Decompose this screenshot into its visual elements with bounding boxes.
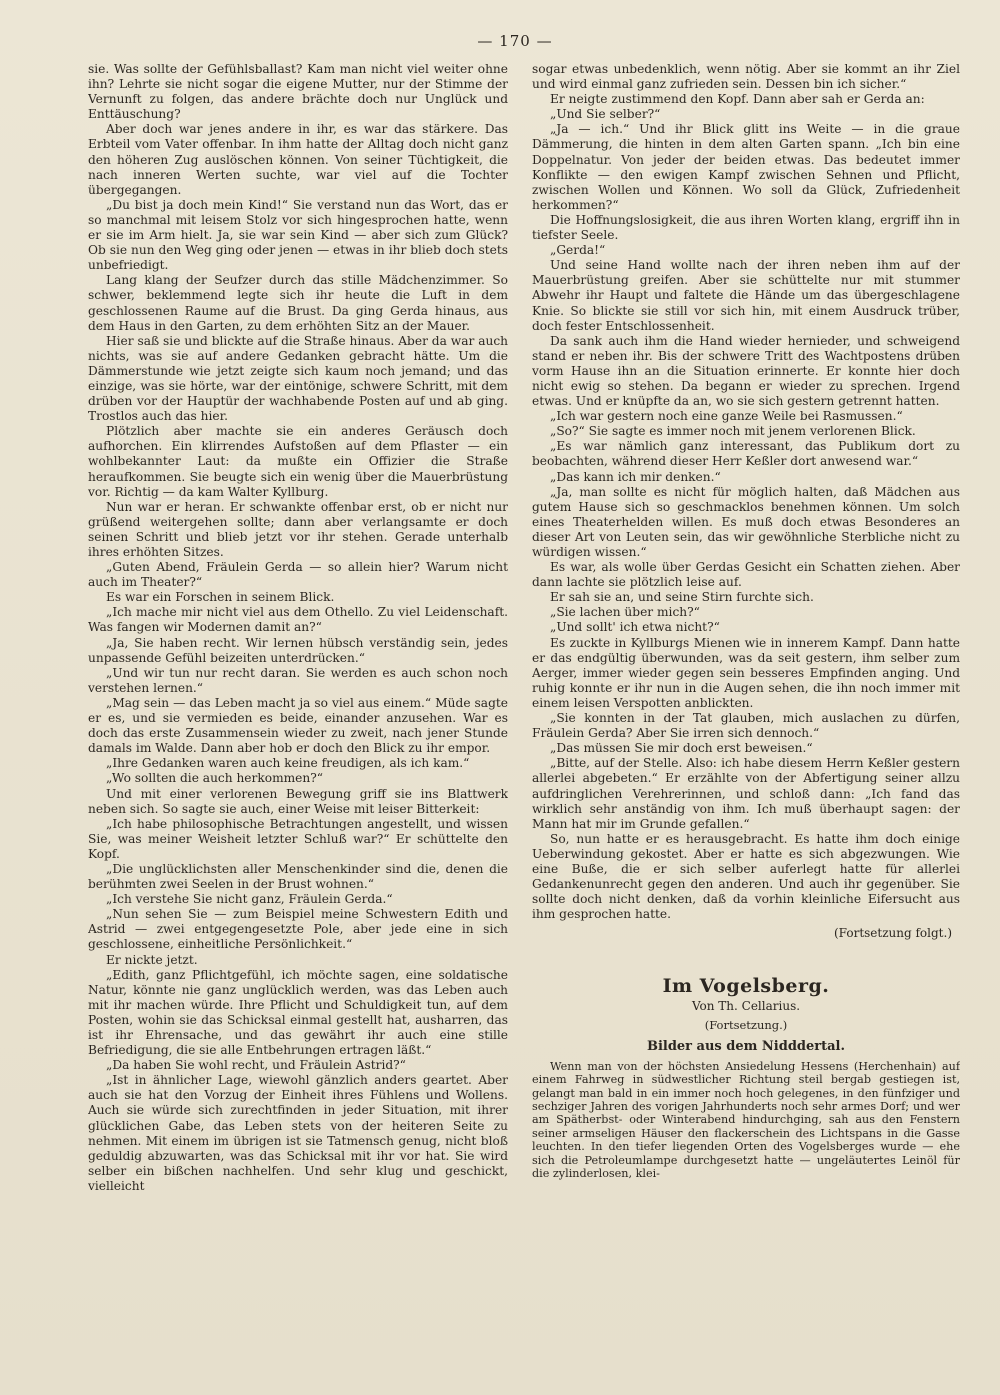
paragraph: Es zuckte in Kyllburgs Mienen wie in innerem Kampf. Dann hatte er das endgültig überwunden, was da seit gestern, ihm selber zum Aerger, immer wieder gegen sein besseres Empfinden anging. Und ruhig konnte er ihr nun in die Augen sehen, die ihn noch immer mit einem leisen Verspotten anblickten. <box>532 635 960 710</box>
paragraph: „Die unglücklichsten aller Menschenkinder sind die, denen die berühmten zwei Seelen in der Brust wohnen.“ <box>88 861 508 892</box>
paragraph: „Nun sehen Sie — zum Beispiel meine Schwestern Edith und Astrid — zwei entgegengesetzte Pole, aber jede eine in sich geschlossene, einheitliche Persönlichkeit.“ <box>88 907 508 952</box>
paragraph: „Bitte, auf der Stelle. Also: ich habe diesem Herrn Keßler gestern allerlei abgebeten.“ Er erzählte von der Abfertigung seiner allzu aufdringlichen Verehrerinnen, und schloß dann: „Ich fand das wirklich sehr anständig von ihm. Ich muß überhaupt sagen: der Mann hat mir im Grunde gefallen.“ <box>532 756 960 831</box>
paragraph: „Ihre Gedanken waren auch keine freudigen, als ich kam.“ <box>106 756 470 771</box>
paragraph: „Da haben Sie wohl recht, und Fräulein Astrid?“ <box>106 1058 406 1073</box>
paragraph: Aber doch war jenes andere in ihr, es war das stärkere. Das Erbteil vom Vater offenbar. In ihm hatte der Alltag doch nicht ganz den höheren Zug auslöschen können. Von seiner Tüchtigkeit, die nach inneren Werten suchte, war viel auf die Tochter übergegangen. <box>88 122 508 197</box>
continuation-note: (Fortsetzung folgt.) <box>834 926 952 941</box>
paragraph: „Sie lachen über mich?“ <box>550 605 700 620</box>
paragraph: sogar etwas unbedenklich, wenn nötig. Aber sie kommt an ihr Ziel und wird einmal ganz zufrieden sein. Dessen bin ich sicher.“ <box>532 62 960 92</box>
paragraph: Er sah sie an, und seine Stirn furchte sich. <box>550 590 814 605</box>
left-column <box>88 62 508 1352</box>
paragraph: Er neigte zustimmend den Kopf. Dann aber sah er Gerda an: <box>550 92 925 107</box>
paragraph: Hier saß sie und blickte auf die Straße hinaus. Aber da war auch nichts, was sie auf andere Gedanken gebracht hätte. Um die Dämmerstunde wie jetzt zeigte sich kaum noch jemand; und das einzige, was sie hörte, war der eintönige, schwere Schritt, mit dem drüben vor der Hauptür der wachhabende Posten auf und ab ging. Trostlos auch das hier. <box>88 333 508 424</box>
article-subtitle: Bilder aus dem Nidddertal. <box>646 1038 846 1054</box>
paragraph: Plötzlich aber machte sie ein anderes Geräusch doch aufhorchen. Ein klirrendes Aufstoßen auf dem Pflaster — ein wohlbekannter Laut: da mußte ein Offizier die Straße heraufkommen. Sie beugte sich ein wenig über die Mauerbrüstung vor. Richtig — da kam Walter Kyllburg. <box>88 424 508 499</box>
paragraph: Er nickte jetzt. <box>106 952 198 967</box>
paragraph: „Ich war gestern noch eine ganze Weile bei Rasmussen.“ <box>550 409 903 424</box>
paragraph: „Und wir tun nur recht daran. Sie werden es auch schon noch verstehen lernen.“ <box>88 665 508 695</box>
paragraph: Und seine Hand wollte nach der ihren neben ihm auf der Mauerbrüstung greifen. Aber sie schüttelte nur mit stummer Abwehr ihr Haupt und faltete die Hände um das übergeschlagene Knie. So blickte sie still vor sich hin, mit einem Ausdruck trüber, doch fester Entschlossenheit. <box>532 258 960 333</box>
paragraph: „Edith, ganz Pflichtgefühl, ich möchte sagen, eine soldatische Natur, könnte nie ganz unglücklich werden, was das Leben auch mit ihr machen würde. Ihre Pflicht und Schuldigkeit tun, auf dem Posten, wohin sie das Schicksal einmal gestellt hat, ausharren, das ist ihr Ehrensache, und das gewährt ihr auch eine stille Befriedigung, die sie alle Entbehrungen ertragen läßt.“ <box>88 967 508 1058</box>
paragraph: „Und Sie selber?“ <box>550 107 661 122</box>
article-author: Von Th. Cellarius. <box>691 998 801 1013</box>
article-body: Wenn man von der höchsten Ansiedelung Hessens (Herchenhain) auf einem Fahrweg in südwestlicher Richtung steil bergab gestiegen ist, gelangt man bald in ein immer noch hoch gelegenes, in den fünfziger und sechziger Jahren des vorigen Jahrhunderts noch sehr armes Dorf; und wer am Spätherbst- oder Winterabend hindurchging, sah aus den Fenstern seiner armseligen Häuser den flackerschein des Lichtspans in die Gasse leuchten. In den tiefer liegenden Orten des Vogelsberges wurde — ehe sich die Petroleumlampe durchgesetzt hatte — ungeläutertes Leinöl für die zylinderlosen, klei- <box>532 1059 960 1181</box>
paragraph: „Das müssen Sie mir doch erst beweisen.“ <box>550 741 813 756</box>
paragraph: „Du bist ja doch mein Kind!“ Sie verstand nun das Wort, das er so manchmal mit leisem Stolz vor sich hingesprochen hatte, wenn er sie im Arm hielt. Ja, sie war sein Kind — aber sich zum Glück? Ob sie nun den Weg ging oder jenen — etwas in ihr blieb doch stets unbefriedigt. <box>88 197 508 273</box>
paragraph: Die Hoffnungslosigkeit, die aus ihren Worten klang, ergriff ihn in tiefster Seele. <box>532 212 960 243</box>
article-continuation: (Fortsetzung.) <box>704 1017 788 1032</box>
paragraph: „Guten Abend, Fräulein Gerda — so allein hier? Warum nicht auch im Theater?“ <box>88 560 508 590</box>
article-title: Im Vogelsberg. <box>662 975 830 998</box>
paragraph: „So?“ Sie sagte es immer noch mit jenem verlorenen Blick. <box>550 424 916 439</box>
paragraph: Es war ein Forschen in seinem Blick. <box>106 590 335 605</box>
paragraph: „Ich verstehe Sie nicht ganz, Fräulein Gerda.“ <box>106 892 393 907</box>
paragraph: „Sie konnten in der Tat glauben, mich auslachen zu dürfen, Fräulein Gerda? Aber Sie irren sich dennoch.“ <box>532 711 960 741</box>
paragraph: „Ja — ich.“ Und ihr Blick glitt ins Weite — in die graue Dämmerung, die hinten in dem alten Garten spann. „Ich bin eine Doppelnatur. Von jeder der beiden etwas. Das bedeutet immer Konflikte — den ewigen Kampf zwischen Sehnen und Pflicht, zwischen Wollen und Können. Wo soll da Glück, Zufriedenheit herkommen?“ <box>532 122 960 212</box>
paragraph: „Mag sein — das Leben macht ja so viel aus einem.“ Müde sagte er es, und sie vermieden es beide, einander anzusehen. War es doch das erste Zusammensein wieder zu zweit, nach jener Stunde damals im Walde. Dann aber hob er doch den Blick zu ihr empor. <box>88 695 508 756</box>
paragraph: sie. Was sollte der Gefühlsballast? Kam man nicht viel weiter ohne ihn? Lehrte sie nicht sogar die eigene Mutter, nur der Stimme der Vernunft zu folgen, das andere brächte doch nur Unglück und Enttäuschung? <box>88 62 508 122</box>
paragraph: „Ist in ähnlicher Lage, wiewohl gänzlich anders geartet. Aber auch sie hat den Vorzug der Einheit ihres Fühlens und Wollens. Auch sie würde sich zurechtfinden in jeder Situation, mit ihrer glücklichen Gabe, das Leben stets von der heiteren Seite zu nehmen. Mit einem im übrigen ist sie Tatmensch genug, nicht bloß geduldig abzuwarten, was das Schicksal mit ihr vor hat. Sie wird selber ein bißchen nachhelfen. Und sehr klug und geschickt, vielleicht <box>88 1073 508 1193</box>
paragraph: „Ich mache mir nicht viel aus dem Othello. Zu viel Leidenschaft. Was fangen wir Modernen damit an?“ <box>88 605 508 635</box>
right-column <box>532 62 960 1352</box>
paragraph: Nun war er heran. Er schwankte offenbar erst, ob er nicht nur grüßend weitergehen sollte; dann aber verlangsamte er doch seinen Schritt und blieb jetzt vor ihr stehen. Gerade unterhalb ihres erhöhten Sitzes. <box>88 499 508 559</box>
paragraph: „Ja, man sollte es nicht für möglich halten, daß Mädchen aus gutem Hause sich so geschmacklos benehmen können. Um solch eines Theaterhelden willen. Es muß doch etwas Besonderes an dieser Art von Leuten sein, das wir gewöhnliche Sterbliche nicht zu würdigen wissen.“ <box>532 484 960 559</box>
paragraph: „Und sollt' ich etwa nicht?“ <box>550 620 720 635</box>
paragraph: „Wo sollten die auch herkommen?“ <box>106 771 324 786</box>
paragraph: „Gerda!“ <box>550 243 606 258</box>
paragraph: Und mit einer verlorenen Bewegung griff sie ins Blattwerk neben sich. So sagte sie auch, einer Weise mit leiser Bitterkeit: <box>88 786 508 816</box>
paragraph: So, nun hatte er es herausgebracht. Es hatte ihm doch einige Ueberwindung gekostet. Aber er hatte es sich abgezwungen. Wie eine Buße, die er sich selber auferlegt hatte für allerlei Gedankenunrecht gegen den anderen. Und auch ihr gegenüber. Sie sollte doch nicht denken, daß da vorhin kleinliche Eifersucht aus ihm gesprochen hatte. <box>532 831 960 922</box>
paragraph: „Ja, Sie haben recht. Wir lernen hübsch verständig sein, jedes unpassende Gefühl beizeiten unterdrücken.“ <box>88 635 508 665</box>
paragraph: „Es war nämlich ganz interessant, das Publikum dort zu beobachten, während dieser Herr Keßler dort anwesend war.“ <box>532 439 960 469</box>
paragraph: Da sank auch ihm die Hand wieder hernieder, und schweigend stand er neben ihr. Bis der schwere Tritt des Wachtpostens drüben vorm Hause ihn an die Situation erinnerte. Er konnte hier doch nicht ewig so stehen. Da begann er wieder zu sprechen. Irgend etwas. Und er knüpfte da an, wo sie sich gestern getrennt hatten. <box>532 333 960 409</box>
paragraph: Es war, als wolle über Gerdas Gesicht ein Schatten ziehen. Aber dann lachte sie plötzlich leise auf. <box>532 560 960 590</box>
paragraph: Lang klang der Seufzer durch das stille Mädchenzimmer. So schwer, beklemmend legte sich ihr heute die Luft in dem geschlossenen Raume auf die Brust. Da ging Gerda hinaus, aus dem Haus in den Garten, zu dem erhöhten Sitz an der Mauer. <box>88 273 508 333</box>
paragraph: „Das kann ich mir denken.“ <box>550 469 721 484</box>
paragraph: „Ich habe philosophische Betrachtungen angestellt, und wissen Sie, was meiner Weisheit letzter Schluß war?“ Er schüttelte den Kopf. <box>88 816 508 861</box>
page-number: — 170 — <box>477 32 553 50</box>
